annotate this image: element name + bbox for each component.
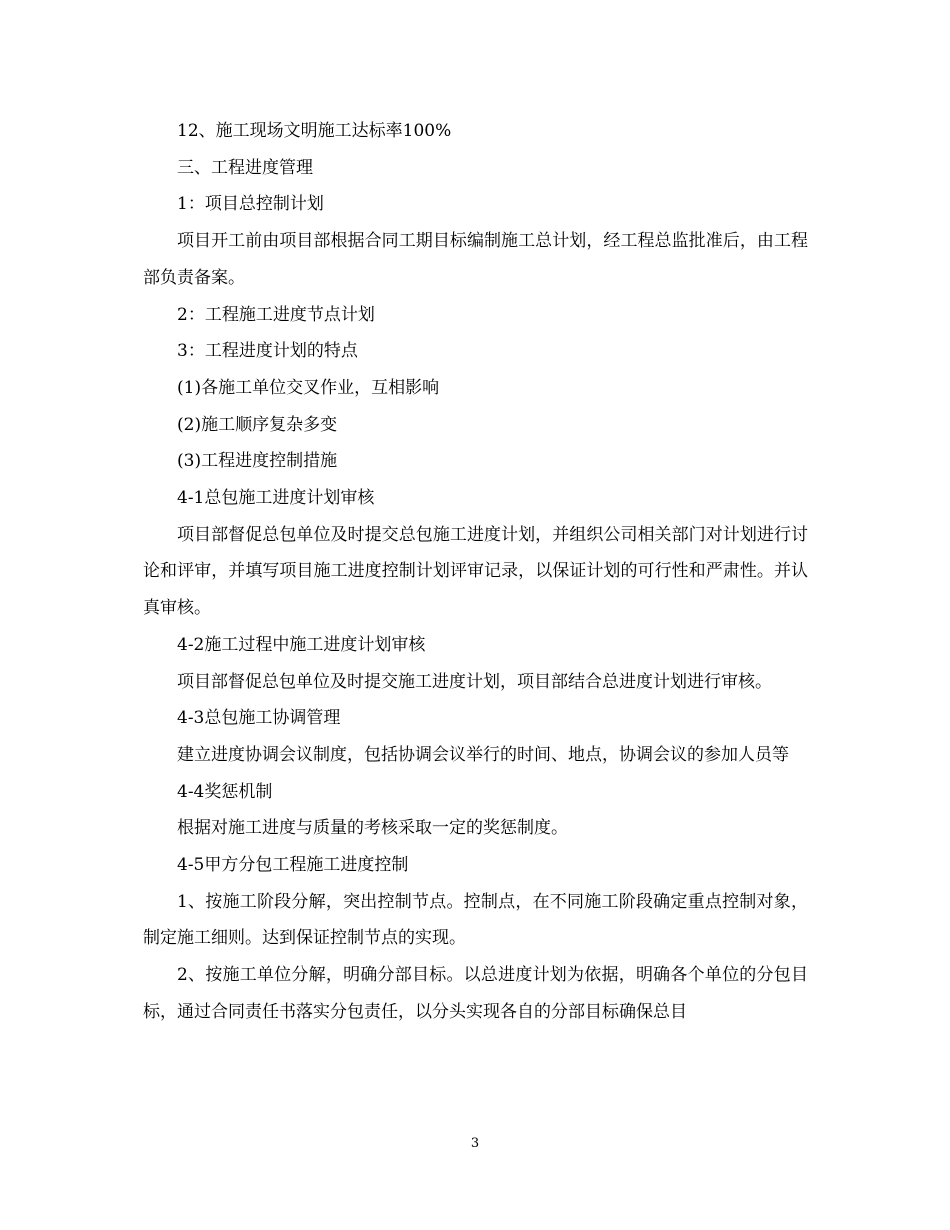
paragraph: 建立进度协调会议制度，包括协调会议举行的时间、地点，协调会议的参加人员等	[177, 744, 789, 765]
paragraph: 项目部督促总包单位及时提交施工进度计划，项目部结合总进度计划进行审核。	[177, 671, 772, 692]
paragraph: 项目部督促总包单位及时提交总包施工进度计划，并组织公司相关部门对计划进行讨论和评审，并填写项目施工进度控制计划评审记录，以保证计划的可行性和严肃性。并认真审核。	[143, 524, 808, 619]
paragraph: 1、按施工阶段分解，突出控制节点。控制点，在不同施工阶段确定重点控制对象，制定施工细则。达到保证控制节点的实现。	[143, 891, 808, 949]
list-item: (2)施工顺序复杂多变	[177, 414, 338, 435]
list-item: (1)各施工单位交叉作业，互相影响	[177, 377, 440, 398]
paragraph: 根据对施工进度与质量的考核采取一定的奖惩制度。	[177, 818, 568, 839]
paragraph: 12、施工现场文明施工达标率100%	[177, 121, 452, 141]
subheading: 3：工程进度计划的特点	[177, 341, 358, 362]
subheading: 4-2施工过程中施工进度计划审核	[177, 634, 426, 655]
document-body	[143, 113, 808, 1031]
list-item: (3)工程进度控制措施	[177, 451, 338, 472]
subheading: 4-4奖惩机制	[177, 781, 273, 802]
subheading: 4-3总包施工协调管理	[177, 708, 341, 729]
subheading: 4-5甲方分包工程施工进度控制	[177, 855, 409, 876]
page-number: 3	[470, 1136, 480, 1151]
subheading: 1：项目总控制计划	[177, 194, 324, 215]
section-heading: 三、工程进度管理	[177, 157, 313, 178]
paragraph: 项目开工前由项目部根据合同工期目标编制施工总计划，经工程总监批准后，由工程部负责备案。	[143, 231, 808, 288]
subheading: 2：工程施工进度节点计划	[177, 304, 375, 325]
subheading: 4-1总包施工进度计划审核	[177, 488, 375, 509]
paragraph: 2、按施工单位分解，明确分部目标。以总进度计划为依据，明确各个单位的分包目标，通过合同责任书落实分包责任，以分头实现各自的分部目标确保总目	[143, 965, 808, 1022]
